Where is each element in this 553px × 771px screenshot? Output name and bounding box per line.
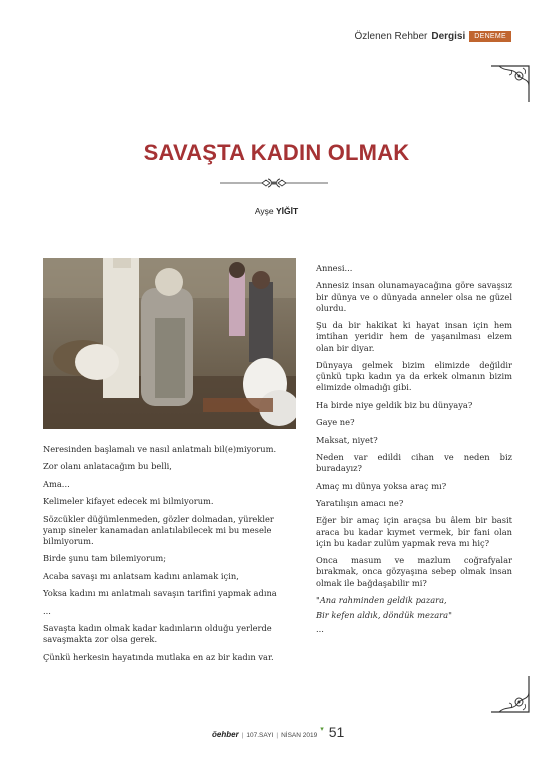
paragraph: Şu da bir hakikat ki hayat insan için hem imtihan yeridir hem de yaşanılması elzem olan bir diyar. bbox=[316, 320, 512, 353]
paragraph: Kelimeler kifayet edecek mi bilmiyorum. bbox=[43, 496, 214, 507]
paragraph: ... bbox=[43, 605, 51, 616]
paragraph: Onca masum ve mazlum coğrafyalar bırakmak, onca gözyaşına sebep olmak insan olmak ile bağdaşabilir mi? bbox=[316, 555, 512, 588]
section-badge: DENEME bbox=[469, 31, 511, 42]
magazine-name: Özlenen Rehber bbox=[354, 31, 428, 42]
author-first-name: Ayşe bbox=[254, 206, 274, 216]
paragraph: Yaratılışın amacı ne? bbox=[316, 497, 404, 508]
paragraph: Ha birde niye geldik biz bu dünyaya? bbox=[316, 399, 473, 410]
logo-prefix: ö bbox=[212, 730, 217, 739]
paragraph: Çünkü herkesin hayatında mutlaka en az bir kadın var. bbox=[43, 651, 274, 662]
paragraph: Ama... bbox=[43, 478, 70, 489]
left-column bbox=[43, 444, 293, 669]
separator: | bbox=[241, 732, 244, 739]
paragraph: Eğer bir amaç için araçsa bu âlem bir basit araca bu kadar kıymet vermek, bir fani olan için bu kadar zulüm yapmak reva mı hiç? bbox=[316, 515, 512, 548]
paragraph: Birde şunu tam bilemiyorum; bbox=[43, 553, 166, 564]
page-footer bbox=[212, 724, 344, 740]
paragraph: Maksat, niyet? bbox=[316, 434, 378, 445]
paragraph: Neden var edildi cihan ve neden biz buradayız? bbox=[316, 451, 512, 474]
corner-ornament-icon bbox=[489, 62, 533, 106]
paragraph: Amaç mı dünya yoksa araç mı? bbox=[316, 480, 447, 491]
logo-text: ehber bbox=[216, 730, 239, 739]
paragraph: Neresinden başlamalı ve nasıl anlatmalı bil(e)miyorum. bbox=[43, 444, 277, 454]
right-column bbox=[316, 263, 512, 642]
magazine-header bbox=[355, 31, 511, 42]
paragraph: Acaba savaşı mı anlatsam kadını anlamak için, bbox=[43, 570, 239, 581]
quote-line: Bir kefen aldık, döndük mezara" bbox=[316, 609, 452, 620]
paragraph: Annesiz insan olunamayacağına göre savaşsız bir dünya ve o dünyada anneler olsa ne güzel olurdu. bbox=[316, 280, 512, 313]
quote-line: "Ana rahminden geldik pazara, bbox=[316, 594, 447, 605]
issue-number: 107.SAYI bbox=[246, 732, 274, 739]
paragraph: Gaye ne? bbox=[316, 417, 355, 428]
paragraph: Zor olanı anlatacağım bu belli, bbox=[43, 461, 172, 472]
page-number: 51 bbox=[328, 724, 345, 740]
article-title: SAVAŞTA KADIN OLMAK bbox=[143, 140, 410, 165]
paragraph: Sözcükler düğümlenmeden, gözler dolmadan, yürekler yanıp sineler kanamadan anlatılabilecek mi bu mesele bilmiyorum. bbox=[43, 513, 274, 546]
leaf-icon: ▾ bbox=[320, 726, 324, 733]
title-divider-ornament-icon bbox=[218, 175, 330, 191]
corner-ornament-icon bbox=[489, 672, 533, 716]
issue-date: NİSAN 2019 bbox=[281, 732, 318, 739]
paragraph: Savaşta kadın olmak kadar kadınların olduğu yerlerde savaşmakta zor olsa gerek. bbox=[43, 622, 272, 645]
article-photo bbox=[43, 258, 296, 429]
author-last-name: YİĞİT bbox=[275, 206, 299, 216]
paragraph: Annesi... bbox=[316, 263, 353, 273]
separator: | bbox=[276, 732, 279, 739]
author-byline bbox=[0, 206, 553, 216]
ending-ellipsis: ... bbox=[316, 624, 324, 635]
magazine-logo bbox=[212, 730, 239, 739]
paragraph: Yoksa kadını mı anlatmalı savaşın tarifini yapmak adına bbox=[43, 588, 277, 599]
paragraph: Dünyaya gelmek bizim elimizde değildir çünkü tıpkı kadın ya da erkek olmanın bizim elimizde olmadığı gibi. bbox=[316, 359, 512, 393]
magazine-name-bold: Dergisi bbox=[431, 31, 466, 42]
